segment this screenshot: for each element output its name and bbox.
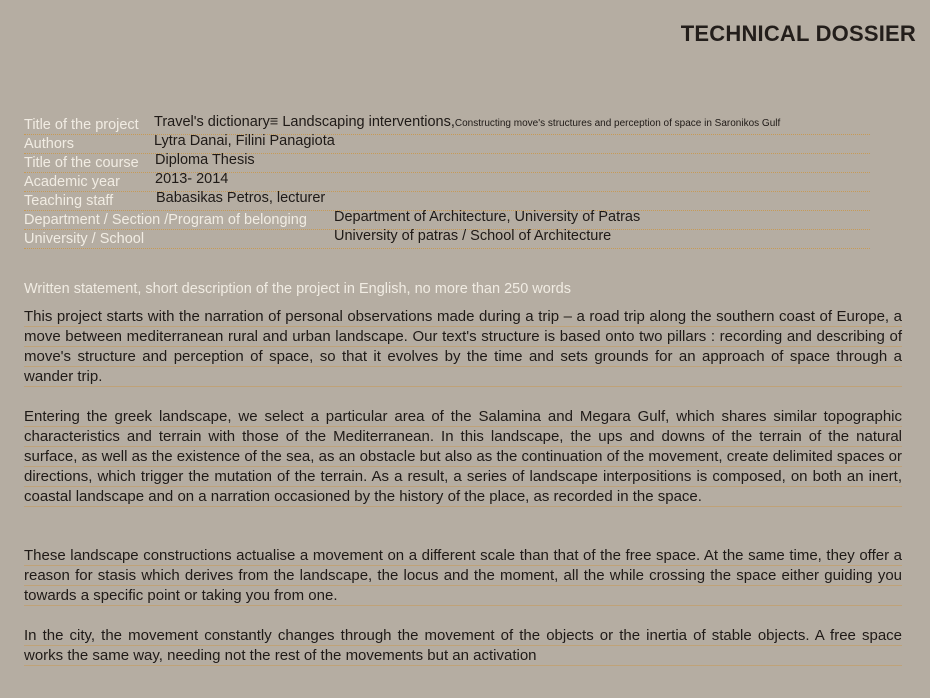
field-label: Authors [24, 136, 74, 152]
field-value: University of patras / School of Architecture [334, 228, 612, 244]
field-academic-year [24, 166, 870, 190]
field-value: Department of Architecture, University of Patras [334, 209, 641, 225]
field-authors [24, 128, 870, 152]
field-department [24, 204, 870, 228]
field-value: Babasikas Petros, lecturer [156, 190, 326, 206]
field-label: Teaching staff [24, 193, 114, 209]
field-label: University / School [24, 231, 145, 247]
field-label: Academic year [24, 174, 120, 190]
field-label: Title of the project [24, 117, 139, 133]
field-value: Lytra Danai, Filini Panagiota [154, 133, 335, 149]
field-project-title [24, 109, 870, 133]
field-value: 2013- 2014 [155, 171, 229, 187]
statement-paragraph: This project starts with the narration of personal observations made during a trip – a road trip along the southern coast of Europe, a move between mediterranean rural and urban landscape. Our text's structure is based onto two pillars : recording and describing of move's structure and perception of space, so that it evolves by the time and sets grounds for an approach of space through a wander trip. [24, 308, 902, 385]
field-label: Department / Section /Program of belonging [24, 212, 307, 228]
statement-paragraph: Entering the greek landscape, we select a particular area of the Salamina and Megara Gulf, which shares similar topographic characteristics and terrain with those of the Mediterranean. In this landscape, the ups and downs of the terrain of the natural surface, as well as the existence of the sea, as an obstacle but also as the continuation of the movement, create delimited spaces or directions, which trigger the mutation of the terrain. As a result, a series of landscape interpositions is composed, on both an inert, coastal landscape and on a narration occasioned by the history of the place, as recorded in the space. [24, 408, 902, 505]
field-university [24, 223, 870, 247]
field-value: Diploma Thesis [155, 152, 255, 168]
statement-paragraph: These landscape constructions actualise a movement on a different scale than that of the free space. At the same time, they offer a reason for stasis which derives from the landscape, the locus and the moment, all the while crossing the space either guiding you towards a specific point or taking you from one. [24, 547, 902, 604]
field-label: Title of the course [24, 155, 139, 171]
field-teaching-staff [24, 185, 870, 209]
statement-label: Written statement, short description of the project in English, no more than 250 words [24, 281, 571, 297]
field-course [24, 147, 870, 171]
dotted-rule [24, 248, 870, 249]
statement-paragraph: In the city, the movement constantly changes through the movement of the objects or the inertia of stable objects. A free space works the same way, needing not the rest of the movements but an activation [24, 627, 902, 664]
project-title-subtitle: Constructing move's structures and perception of space in Saronikos Gulf [454, 118, 781, 129]
page-title: TECHNICAL DOSSIER [680, 21, 916, 46]
project-title-main: Travel's dictionary≡ Landscaping interventions, [154, 114, 455, 130]
